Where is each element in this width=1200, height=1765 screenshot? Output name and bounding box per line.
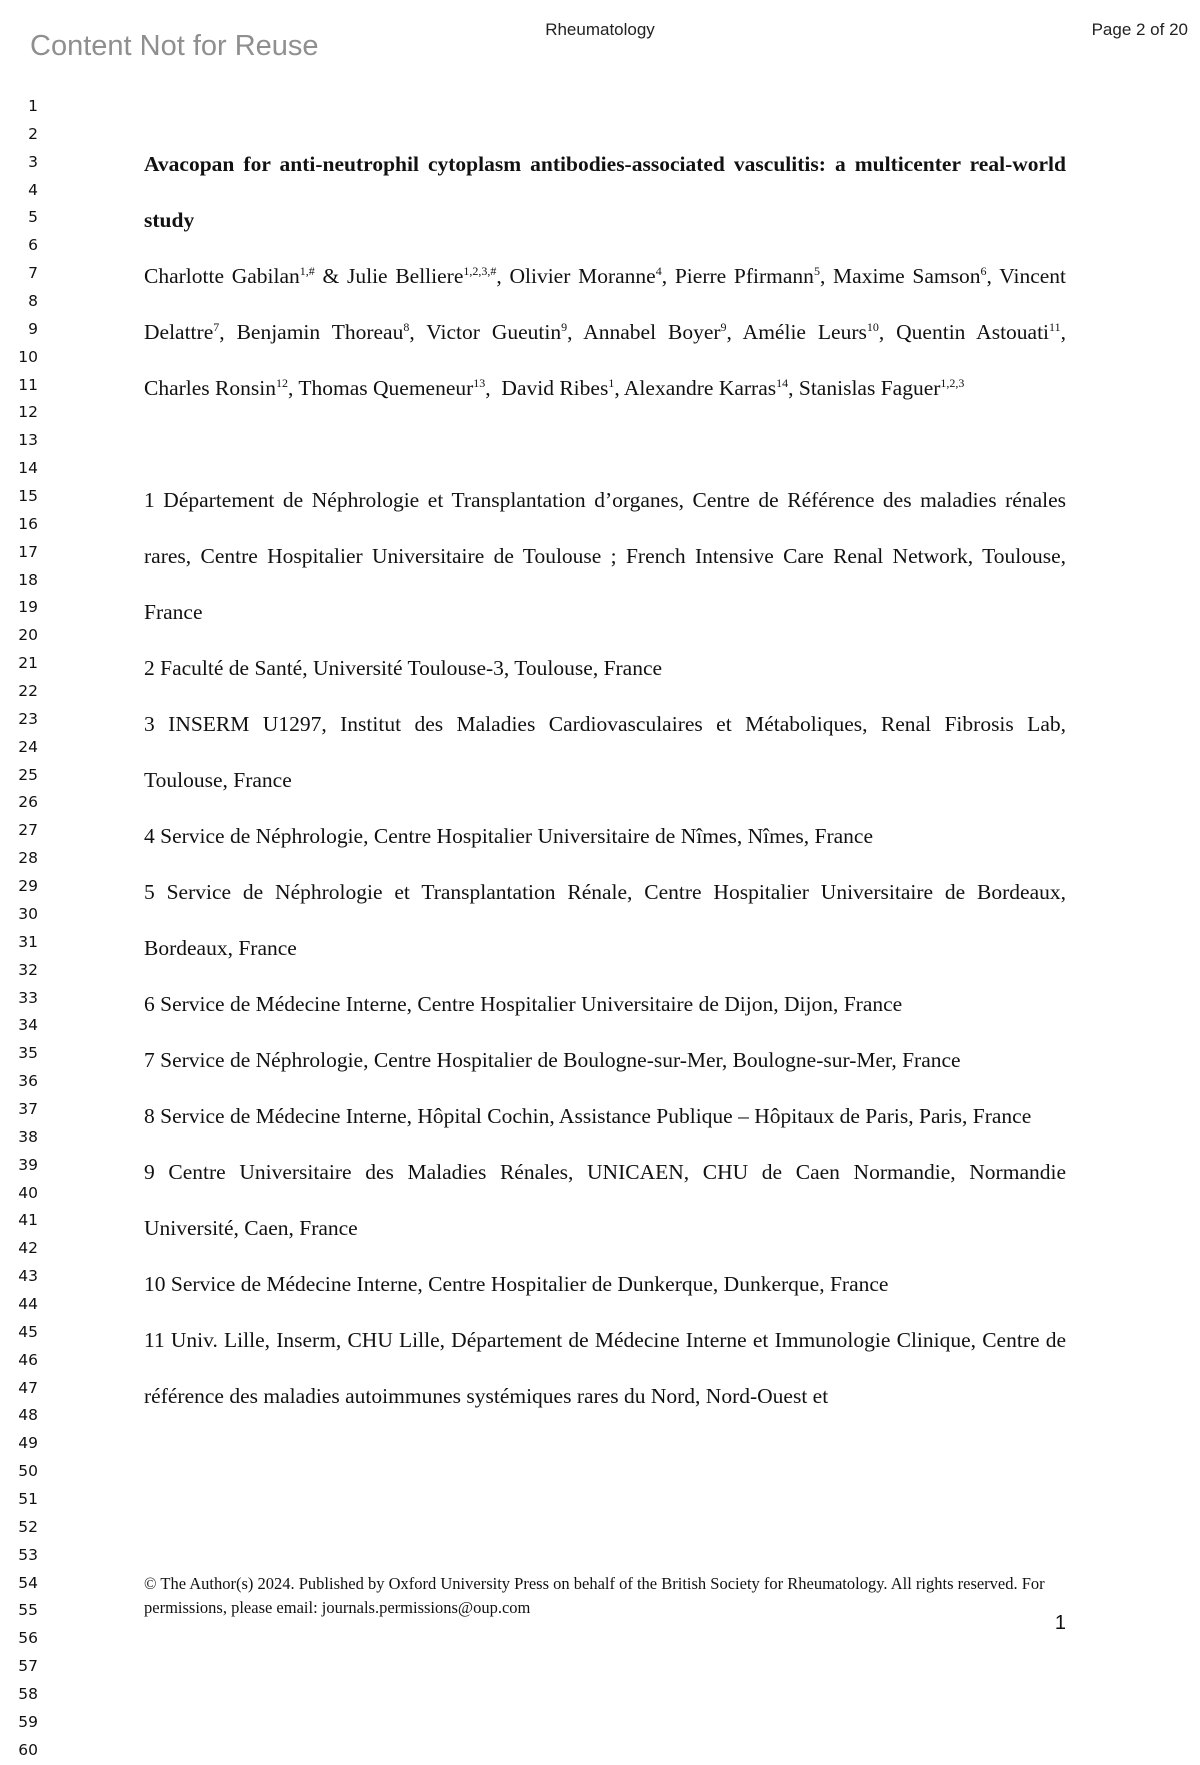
affiliation-item: 1 Département de Néphrologie et Transplantation d’organes, Centre de Référence des maladies rénales rares, Centre Hospitalier Universitaire de Toulouse ; French Intensive Care Renal Network, Toulouse, France [144, 488, 1066, 624]
affiliation-item: 8 Service de Médecine Interne, Hôpital Cochin, Assistance Publique – Hôpitaux de Paris, Paris, France [144, 1104, 1032, 1128]
line-number: 16 [18, 514, 38, 533]
copyright-notice: © The Author(s) 2024. Published by Oxford University Press on behalf of the British Society for Rheumatology. All rights reserved. For permissions, please email: journals.permissions@oup.com [144, 1574, 1045, 1617]
author-separator: , [819, 264, 834, 288]
line-number: 22 [18, 682, 38, 701]
line-number: 54 [18, 1573, 38, 1592]
line-number: 26 [18, 793, 38, 812]
line-number: 14 [18, 459, 38, 478]
line-number: 53 [18, 1545, 38, 1564]
author-affiliation-marker: 8 [403, 320, 410, 334]
article-title: Avacopan for anti-neutrophil cytoplasm antibodies-associated vasculitis: a multicenter real-world study [144, 152, 1066, 232]
author-name: Vincent Delattre [144, 264, 1067, 344]
line-number: 39 [18, 1155, 38, 1174]
author-separator: , [726, 320, 743, 344]
line-number: 42 [18, 1239, 38, 1258]
line-number: 56 [18, 1629, 38, 1648]
author-separator: , [986, 264, 1000, 288]
line-number: 55 [18, 1601, 38, 1620]
line-number: 31 [18, 932, 38, 951]
author-separator: , [485, 376, 502, 400]
author-affiliation-marker: 1,2,3 [940, 376, 965, 390]
author-affiliation-marker: 9 [561, 320, 568, 334]
author-name: Maxime Samson [833, 264, 981, 288]
line-number: 34 [18, 1016, 38, 1035]
author-name: Julie Belliere [346, 264, 464, 288]
line-number: 28 [18, 849, 38, 868]
author-affiliation-marker: 1,# [299, 264, 315, 278]
author-separator: , [1060, 320, 1072, 344]
line-number: 7 [28, 264, 38, 283]
line-number: 21 [18, 654, 38, 673]
author-name: Quentin Astouati [896, 320, 1050, 344]
affiliation-item: 6 Service de Médecine Interne, Centre Hospitalier Universitaire de Dijon, Dijon, France [144, 992, 903, 1016]
line-number: 17 [18, 542, 38, 561]
article-front-matter [144, 136, 1072, 1424]
author-name: Pierre Pfirmann [674, 264, 814, 288]
author-list [144, 248, 1072, 416]
line-number: 20 [18, 626, 38, 645]
author-separator: , [287, 376, 299, 400]
affiliation-item: 3 INSERM U1297, Institut des Maladies Cardiovasculaires et Métaboliques, Renal Fibrosis Lab, Toulouse, France [144, 712, 1066, 792]
affiliation-item: 11 Univ. Lille, Inserm, CHU Lille, Département de Médecine Interne et Immunologie Clinique, Centre de référence des maladies autoimmunes systémiques rares du Nord, Nord-Ouest et [144, 1328, 1066, 1408]
line-number: 48 [18, 1406, 38, 1425]
line-number: 25 [18, 765, 38, 784]
author-name: Benjamin Thoreau [236, 320, 404, 344]
author-name: Charles Ronsin [144, 376, 276, 400]
line-number: 47 [18, 1378, 38, 1397]
author-name: Alexandre Karras [623, 376, 777, 400]
line-number: 37 [18, 1099, 38, 1118]
line-number: 43 [18, 1267, 38, 1286]
affiliations-list [144, 472, 1066, 1424]
author-affiliation-marker: 11 [1049, 320, 1061, 334]
author-affiliation-marker: 10 [866, 320, 879, 334]
journal-name: Rheumatology [545, 20, 655, 39]
line-number: 57 [18, 1657, 38, 1676]
line-numbers [0, 93, 48, 1765]
line-number: 32 [18, 960, 38, 979]
line-number: 40 [18, 1183, 38, 1202]
line-number: 49 [18, 1434, 38, 1453]
line-number: 5 [28, 208, 38, 227]
line-number: 58 [18, 1684, 38, 1703]
line-number: 29 [18, 877, 38, 896]
page-count: Page 2 of 20 [1091, 20, 1188, 39]
line-number: 59 [18, 1712, 38, 1731]
author-separator: , [788, 376, 799, 400]
line-number: 23 [18, 709, 38, 728]
line-number: 45 [18, 1322, 38, 1341]
author-separator: , [409, 320, 427, 344]
affiliation-item: 5 Service de Néphrologie et Transplantation Rénale, Centre Hospitalier Universitaire de Bordeaux, Bordeaux, France [144, 880, 1066, 960]
line-number: 52 [18, 1517, 38, 1536]
author-name: Annabel Boyer [583, 320, 721, 344]
author-affiliation-marker: 1 [608, 376, 615, 390]
line-number: 36 [18, 1072, 38, 1091]
watermark: Content Not for Reuse [30, 30, 319, 62]
affiliation-item: 4 Service de Néphrologie, Centre Hospitalier Universitaire de Nîmes, Nîmes, France [144, 824, 873, 848]
author-affiliation-marker: 5 [813, 264, 820, 278]
line-number: 15 [18, 487, 38, 506]
line-number: 50 [18, 1462, 38, 1481]
author-separator: , [219, 320, 237, 344]
line-number: 13 [18, 431, 38, 450]
author-affiliation-marker: 1,2,3,# [463, 264, 497, 278]
line-number: 10 [18, 347, 38, 366]
author-affiliation-marker: 12 [275, 376, 288, 390]
author-separator: , [496, 264, 510, 288]
line-number: 9 [28, 319, 38, 338]
page-number: 1 [1054, 1612, 1066, 1634]
line-number: 33 [18, 988, 38, 1007]
author-affiliation-marker: 14 [776, 376, 789, 390]
line-number: 41 [18, 1211, 38, 1230]
affiliation-item: 2 Faculté de Santé, Université Toulouse-3, Toulouse, France [144, 656, 663, 680]
line-number: 12 [18, 403, 38, 422]
line-number: 46 [18, 1350, 38, 1369]
author-affiliation-marker: 9 [720, 320, 727, 334]
author-name: David Ribes [501, 376, 609, 400]
line-number: 4 [28, 180, 38, 199]
author-separator: , [567, 320, 584, 344]
line-number: 38 [18, 1127, 38, 1146]
line-number: 11 [18, 375, 38, 394]
line-number: 60 [18, 1740, 38, 1759]
line-number: 30 [18, 904, 38, 923]
author-affiliation-marker: 7 [213, 320, 220, 334]
line-number: 27 [18, 821, 38, 840]
author-name: Olivier Moranne [509, 264, 656, 288]
line-number: 18 [18, 570, 38, 589]
line-number: 1 [28, 97, 38, 115]
author-name: Stanislas Faguer [798, 376, 941, 400]
line-number: 24 [18, 737, 38, 756]
author-name: Victor Gueutin [426, 320, 562, 344]
line-number: 19 [18, 598, 38, 617]
affiliation-item: 7 Service de Néphrologie, Centre Hospitalier de Boulogne-sur-Mer, Boulogne-sur-Mer, France [144, 1048, 961, 1072]
author-separator: & [314, 264, 347, 288]
author-name: Amélie Leurs [742, 320, 867, 344]
affiliation-item: 9 Centre Universitaire des Maladies Rénales, UNICAEN, CHU de Caen Normandie, Normandie Université, Caen, France [144, 1160, 1066, 1240]
author-separator: , [614, 376, 624, 400]
line-number: 6 [28, 236, 38, 255]
line-number: 2 [28, 124, 38, 143]
author-affiliation-marker: 6 [980, 264, 987, 278]
line-number: 3 [28, 152, 38, 171]
line-number: 8 [28, 292, 38, 311]
author-affiliation-marker: 13 [473, 376, 486, 390]
author-separator: , [878, 320, 897, 344]
author-affiliation-marker: 4 [655, 264, 662, 278]
line-number: 44 [18, 1294, 38, 1313]
line-number: 51 [18, 1489, 38, 1508]
author-separator: , [661, 264, 675, 288]
line-number: 35 [18, 1044, 38, 1063]
author-name: Charlotte Gabilan [144, 264, 300, 288]
author-name: Thomas Quemeneur [298, 376, 474, 400]
affiliation-item: 10 Service de Médecine Interne, Centre Hospitalier de Dunkerque, Dunkerque, France [144, 1272, 889, 1296]
